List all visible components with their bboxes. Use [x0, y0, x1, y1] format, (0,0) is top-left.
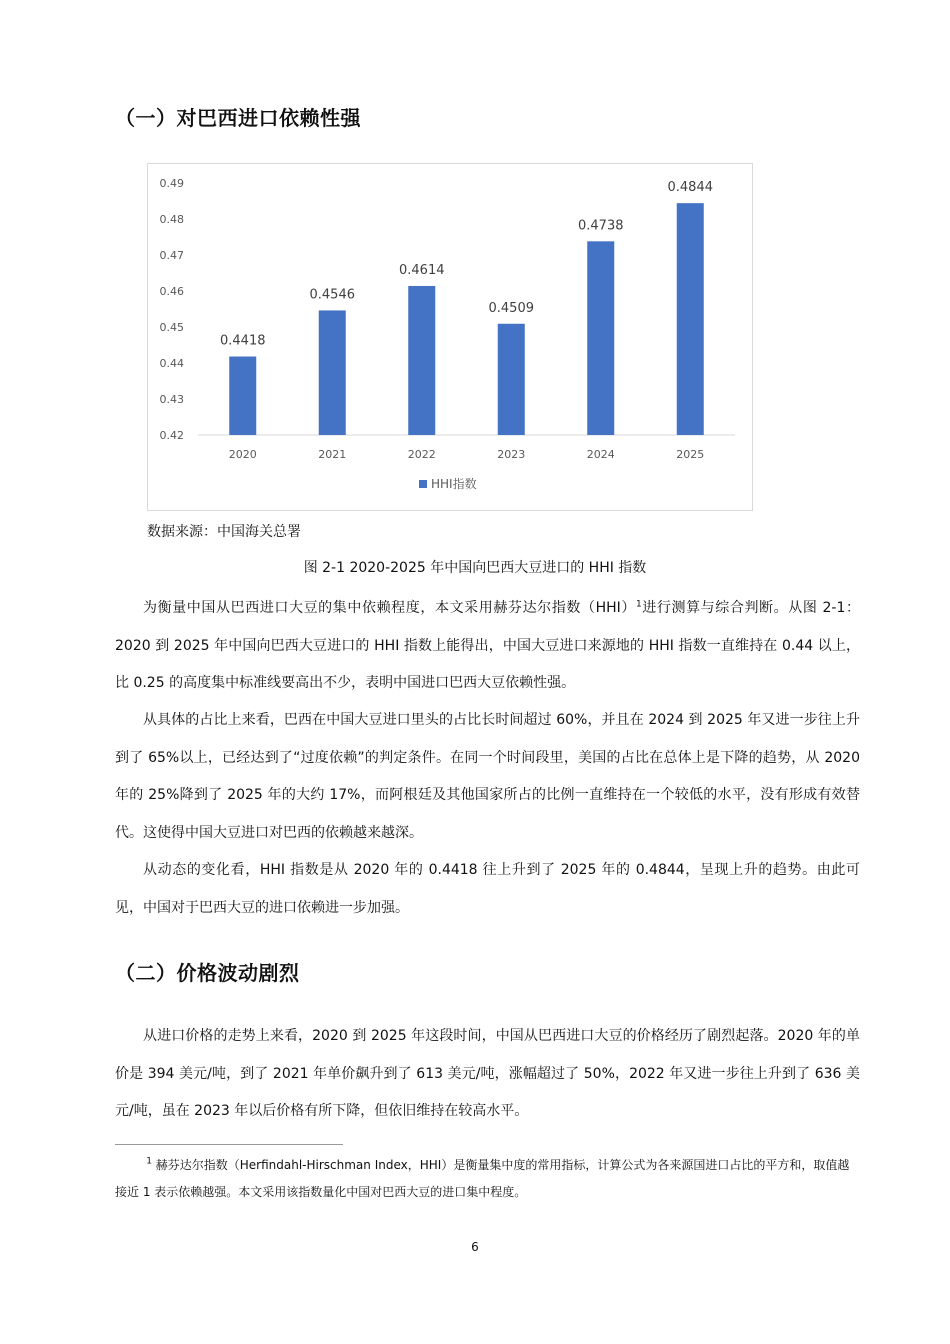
y-tick-label: 0.45: [159, 321, 184, 334]
figure-source: 数据来源：中国海关总署: [147, 524, 301, 540]
paragraph-4: 从进口价格的走势上来看，2020 到 2025 年这段时间，中国从巴西进口大豆的价格经历了剧烈起落。2020 年的单价是 394 美元/吨，到了 2021 年单价飙升到了 613 美元/吨，涨幅超过了 50%，2022 年又进一步往上升到了 636 美元/吨，虽在 2023 年以后价格有所下降，但依旧维持在较高水平。: [115, 1028, 860, 1119]
hhi-bar-chart: [147, 163, 753, 511]
x-tick-label-2024: 2024: [586, 448, 615, 461]
page-number: 6: [471, 1240, 479, 1254]
bar-2021: [319, 310, 346, 435]
bar-2020: [229, 357, 256, 435]
section-heading-2: （二）价格波动剧烈: [115, 961, 300, 985]
x-tick-label-2022: 2022: [407, 448, 436, 461]
x-tick-label-2020: 2020: [228, 448, 257, 461]
y-tick-label: 0.43: [159, 393, 184, 406]
bar-2023: [498, 324, 525, 435]
paragraph-1-part-b: 进行测算与综合判断。从图 2-1：2020 到 2025 年中国向巴西大豆进口的 HHI 指数上能得出，中国大豆进口来源地的 HHI 指数一直维持在 0.44 以上，比 0.25 的高度集中标准线要高出不少，表明中国进口巴西大豆依赖性强。: [115, 600, 860, 691]
footnote-ref: 1: [635, 599, 642, 610]
paragraph-1-part-a: 为衡量中国从巴西进口大豆的集中依赖程度，本文采用赫芬达尔指数（HHI）: [143, 600, 636, 616]
bar-2024: [587, 241, 614, 435]
section-heading-1: （一）对巴西进口依赖性强: [115, 106, 361, 130]
paragraph-3: 从动态的变化看，HHI 指数是从 2020 年的 0.4418 往上升到了 2025 年的 0.4844，呈现上升的趋势。由此可见，中国对于巴西大豆的进口依赖进一步加强。: [115, 862, 860, 916]
paragraph-1: [115, 590, 860, 703]
x-tick-label-2023: 2023: [497, 448, 526, 461]
figure-caption: 图 2-1 2020-2025 年中国向巴西大豆进口的 HHI 指数: [303, 560, 647, 576]
y-tick-label: 0.44: [159, 357, 184, 370]
footnote-text: 赫芬达尔指数（Herfindahl-Hirschman Index，HHI）是衡量集中度的常用指标，计算公式为各来源国进口占比的平方和，取值越接近 1 表示依赖越强。本文采用该指数量化中国对巴西大豆的进口集中程度。: [115, 1158, 850, 1199]
y-tick-label: 0.49: [159, 177, 184, 190]
data-label-2025: 0.4844: [667, 180, 713, 196]
y-tick-label: 0.47: [159, 249, 184, 262]
y-tick-label: 0.42: [159, 429, 184, 442]
data-label-2024: 0.4738: [578, 218, 624, 234]
legend-swatch: [419, 480, 427, 488]
footnote-marker: 1: [146, 1156, 152, 1167]
data-label-2023: 0.4509: [488, 300, 534, 316]
chart-svg: [148, 164, 752, 510]
footnote-divider: [115, 1144, 343, 1145]
x-tick-label-2021: 2021: [318, 448, 347, 461]
bar-2022: [408, 286, 435, 435]
footnote: [115, 1152, 860, 1206]
y-tick-label: 0.48: [159, 213, 184, 226]
data-label-2020: 0.4418: [220, 333, 266, 349]
paragraph-2: 从具体的占比上来看，巴西在中国大豆进口里头的占比长时间超过 60%，并且在 2024 到 2025 年又进一步往上升到了 65%以上，已经达到了“过度依赖”的判定条件。在同一个时间段里，美国的占比在总体上是下降的趋势，从 2020 年的 25%降到了 2025 年的大约 17%，而阿根廷及其他国家所占的比例一直维持在一个较低的水平，没有形成有效替代。这使得中国大豆进口对巴西的依赖越来越深。: [115, 712, 860, 841]
legend-label: HHI指数: [431, 477, 477, 491]
x-tick-label-2025: 2025: [676, 448, 705, 461]
y-tick-label: 0.46: [159, 285, 184, 298]
data-label-2021: 0.4546: [309, 287, 355, 303]
data-label-2022: 0.4614: [399, 262, 445, 278]
bar-2025: [677, 203, 704, 435]
